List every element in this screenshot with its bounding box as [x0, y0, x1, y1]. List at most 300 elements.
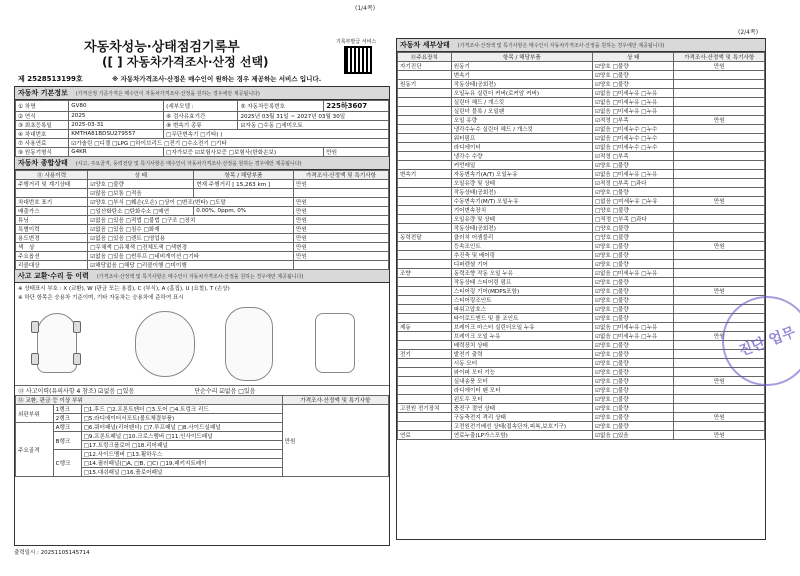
table-cell: [398, 224, 452, 233]
table-cell: ☑양호 □불량: [593, 314, 674, 323]
table-cell: [674, 233, 765, 242]
table-cell: □17.트렁크플로어 □18.리어패널: [81, 441, 282, 450]
table-row: [398, 107, 765, 116]
table-row: [398, 260, 765, 269]
table-cell: 자기진단: [398, 62, 452, 71]
table-cell: [674, 215, 765, 224]
table-cell: 윈도우 모터: [451, 395, 592, 404]
table-row: [398, 116, 765, 125]
table-row: [16, 112, 389, 121]
column-header: 항목 / 해당부품: [194, 171, 294, 180]
table-cell: 만원: [293, 234, 388, 243]
table-cell: [674, 260, 765, 269]
table-cell: B랭크: [53, 432, 81, 450]
table-cell: 현재 주행거리 [ 15,263 km ]: [194, 180, 294, 189]
table-cell: 2025: [69, 112, 164, 121]
table-row: [398, 80, 765, 89]
table-cell: ② 연식: [16, 112, 69, 121]
table-cell: ☑양호 □불량: [593, 341, 674, 350]
table-cell: 주행거리 및 계기상태: [16, 180, 88, 189]
left-frame: [14, 86, 390, 546]
table-cell: [398, 287, 452, 296]
table-cell: 실내송풍 모터: [451, 377, 592, 386]
table-cell: ☑양호 □불량: [593, 296, 674, 305]
table-cell: ⑦ 사용연료: [16, 139, 69, 148]
table-cell: [398, 107, 452, 116]
table-row: [398, 179, 765, 188]
table-row: [398, 53, 765, 62]
table-row: [398, 350, 765, 359]
table-cell: ☑없음 □미세누유 □누유: [593, 269, 674, 278]
table-cell: ☑양호 □불량: [593, 287, 674, 296]
table-row: [398, 341, 765, 350]
table-cell: [398, 188, 452, 197]
table-cell: 고전원 전기장치: [398, 404, 452, 413]
table-cell: 실린더 블록 / 오일팬: [451, 107, 592, 116]
table-row: [398, 296, 765, 305]
table-cell: 만원: [674, 332, 765, 341]
accident-history-status: ⑬ 사고이력(유의사항 4 참조) ☑없음 □있음: [18, 388, 135, 395]
table-cell: ☑양호 □불량: [593, 413, 674, 422]
table-row: [398, 269, 765, 278]
table-cell: 작동상태 스티어링 펌프: [451, 278, 592, 287]
table-row: [398, 188, 765, 197]
table-cell: [674, 107, 765, 116]
table-row: [398, 404, 765, 413]
issue-number: 출력일시 : 20251105145714: [14, 550, 90, 556]
table-cell: [398, 197, 452, 206]
table-cell: [674, 161, 765, 170]
table-cell: 충전구 절연 상태: [451, 404, 592, 413]
table-row: [16, 130, 389, 139]
table-cell: ⑤ 자동차등록번호: [238, 101, 324, 112]
table-cell: 만원: [293, 198, 388, 207]
table-row: [398, 143, 765, 152]
table-row: [16, 216, 389, 225]
table-cell: 냉각수 수량: [451, 152, 592, 161]
table-cell: 추진축 및 베어링: [451, 251, 592, 260]
table-cell: ☑양호 □불량: [593, 251, 674, 260]
table-row: [398, 377, 765, 386]
detail-status-table: [397, 52, 765, 440]
table-cell: [194, 189, 294, 198]
table-cell: 튜닝: [16, 216, 88, 225]
table-cell: [398, 242, 452, 251]
table-cell: 브레이크 오일 누유: [451, 332, 592, 341]
table-cell: 리콜대상: [16, 261, 88, 270]
table-row: [398, 386, 765, 395]
table-cell: [398, 359, 452, 368]
table-cell: [674, 134, 765, 143]
table-row: [398, 71, 765, 80]
table-cell: [674, 98, 765, 107]
table-row: [16, 148, 389, 157]
table-cell: 오일유량 및 상태: [451, 179, 592, 188]
table-cell: ☑없음 □미세누유 □누유: [593, 98, 674, 107]
table-cell: □6.쿼터패널(리어펜더) □7.루프패널 □8.사이드실패널: [81, 423, 282, 432]
table-cell: 원동기: [451, 62, 592, 71]
column-header: ⑪ 사용이력: [16, 171, 88, 180]
table-cell: [398, 296, 452, 305]
table-row: [398, 368, 765, 377]
table-cell: ③ 최초등록일: [16, 121, 69, 130]
table-cell: [398, 413, 452, 422]
table-cell: 2025년 03월 31일 ~ 2027년 03월 30일: [238, 112, 389, 121]
table-row: [16, 396, 389, 405]
table-cell: 오일누유 실린더 커버(로커암 커버): [451, 89, 592, 98]
table-cell: [398, 395, 452, 404]
table-cell: 2025-03-31: [69, 121, 164, 130]
table-cell: [398, 152, 452, 161]
table-cell: 브레이크 마스터 실린더오일 누유: [451, 323, 592, 332]
table-cell: 만원: [674, 62, 765, 71]
table-cell: [293, 261, 388, 270]
table-cell: 시동 모터: [451, 359, 592, 368]
table-cell: ☑양호 □불량: [593, 71, 674, 80]
table-row: [16, 234, 389, 243]
table-cell: ☑양호 □불량: [593, 368, 674, 377]
table-cell: ☑양호 □불량: [593, 305, 674, 314]
table-cell: ☑해당없음 □해당 □리콜이행 □미이행: [88, 261, 294, 270]
table-cell: [398, 179, 452, 188]
table-cell: ☑없음 □미세누유 □누유: [593, 170, 674, 179]
car-front-view: [37, 313, 77, 373]
table-row: [16, 180, 389, 189]
wheel-icon: [73, 353, 81, 365]
table-cell: 타이로드엔드 및 볼 조인트: [451, 314, 592, 323]
table-row: [398, 161, 765, 170]
table-cell: □양호 □불량: [593, 206, 674, 215]
table-cell: ☑양호 □불량: [593, 377, 674, 386]
legend-text: ※ 상태표시 부호 : X (교환), W (판금 또는 용접), C (부식), A (흠집), U (요철), T (손상): [18, 286, 230, 292]
table-cell: ☑없음 □미세누유 □누유: [593, 107, 674, 116]
table-cell: ⑨ 원동기형식: [16, 148, 69, 157]
table-cell: 주요골격: [16, 423, 54, 477]
table-cell: 작동상태(공회전): [451, 80, 592, 89]
table-cell: [674, 188, 765, 197]
table-cell: [398, 161, 452, 170]
table-cell: 1랭크: [53, 405, 81, 414]
table-row: [16, 198, 389, 207]
table-cell: C랭크: [53, 450, 81, 477]
table-cell: [398, 422, 452, 431]
table-row: [16, 225, 389, 234]
table-cell: [674, 224, 765, 233]
table-row: [398, 278, 765, 287]
table-cell: 연료누출(LP가스포함): [451, 431, 592, 440]
table-row: [16, 252, 389, 261]
table-cell: 만원: [324, 148, 389, 157]
table-cell: 고전원전기배선 상태(접속단자,피복,보호기구): [451, 422, 592, 431]
table-row: [398, 206, 765, 215]
table-cell: [398, 377, 452, 386]
table-cell: ☑없음 □있음 □침수 □화재: [88, 225, 294, 234]
table-row: [398, 215, 765, 224]
table-cell: 2랭크: [53, 414, 81, 423]
table-cell: [674, 80, 765, 89]
table-cell: [398, 143, 452, 152]
table-cell: ☑양호 □불량: [593, 404, 674, 413]
overall-status-table: [15, 170, 389, 270]
table-cell: 변속기: [451, 71, 592, 80]
table-cell: 조향: [398, 269, 452, 278]
car-diagram: [15, 303, 389, 383]
table-row: [16, 171, 389, 180]
table-cell: 만원: [674, 413, 765, 422]
table-cell: 작동상태(공회전): [451, 224, 592, 233]
table-cell: 색 상: [16, 243, 88, 252]
table-cell: 만원: [674, 431, 765, 440]
car-side-view: [135, 311, 195, 377]
table-cell: 디퍼렌셜 기어: [451, 260, 592, 269]
table-row: [398, 62, 765, 71]
table-row: [398, 224, 765, 233]
table-cell: 만원: [293, 225, 388, 234]
table-cell: 라디에이터 팬 모터: [451, 386, 592, 395]
table-cell: [398, 386, 452, 395]
table-cell: ☑양호 □불량: [593, 359, 674, 368]
table-cell: [398, 341, 452, 350]
table-cell: □일산화탄소 □탄화수소 □매연: [88, 207, 194, 216]
table-row: [16, 121, 389, 130]
table-cell: □9.프론트패널 □10.크로스멤버 □11.인사이드패널: [81, 432, 282, 441]
table-cell: □14.필러패널(□A, □B, □C) □19.패키지트레이: [81, 459, 282, 468]
table-cell: 만원: [674, 377, 765, 386]
table-cell: 변속기: [398, 170, 452, 179]
table-cell: ☑양호 □불량: [593, 80, 674, 89]
table-row: [398, 431, 765, 440]
table-cell: [293, 189, 388, 198]
table-cell: G4KR: [69, 148, 164, 157]
table-cell: 전기: [398, 350, 452, 359]
table-row: [398, 332, 765, 341]
table-row: [398, 233, 765, 242]
table-cell: [674, 170, 765, 179]
basic-info-header: 자동차 기본정보 (가격산정 기준가격은 매수인이 자동차가격조사·산정을 원하는 경우에만 제공됩니다): [15, 87, 389, 100]
table-cell: 만원: [293, 207, 388, 216]
car-frame-view: [315, 313, 355, 373]
table-cell: □무채색 □유채색 □전체도색 □색변경: [88, 243, 294, 252]
table-row: [398, 197, 765, 206]
table-cell: 용도변경: [16, 234, 88, 243]
table-row: [398, 305, 765, 314]
basic-info-table: [15, 100, 389, 157]
table-cell: [398, 134, 452, 143]
table-cell: [398, 305, 452, 314]
table-cell: ☑없음 □미세누유 □누유: [593, 323, 674, 332]
overall-status-header: 자동차 종합상태 (사고, 주요골격, 동력전달 및 특기사항은 매수인이 자동차가격조사·산정을 원하는 경우에만 제공됩니다): [15, 157, 389, 170]
table-cell: ☑가솔린 □디젤 □LPG □하이브리드 □전기 □수소전기 □기타: [69, 139, 389, 148]
table-cell: 만원: [674, 197, 765, 206]
repair-row: [15, 385, 389, 395]
table-row: [398, 314, 765, 323]
column-header: 항목 / 해당부품: [451, 53, 592, 62]
table-cell: 주요옵션: [16, 252, 88, 261]
table-cell: 동력전달: [398, 233, 452, 242]
column-header: 가격조사·산정액 및 특기사항: [282, 396, 388, 405]
doc-title: 자동차성능·상태점검기록부: [84, 40, 240, 55]
table-cell: 만원: [674, 242, 765, 251]
table-cell: ☑양호 □불량: [593, 395, 674, 404]
table-cell: 수동변속기(M/T) 오일누유: [451, 197, 592, 206]
table-cell: [398, 278, 452, 287]
table-row: [16, 243, 389, 252]
table-cell: □없음 □미세누유 □누유: [593, 197, 674, 206]
table-cell: [398, 314, 452, 323]
table-cell: ☑없음 □있음 □적법 □불법 □구조 □장치: [88, 216, 294, 225]
table-row: [16, 101, 389, 112]
table-cell: 커먼레일: [451, 161, 592, 170]
table-cell: ☑없음 □미세누유 □누유: [593, 89, 674, 98]
table-cell: ☑양호 □불량: [593, 242, 674, 251]
table-cell: [674, 395, 765, 404]
right-frame: [396, 38, 766, 540]
table-cell: ⑧ 변속기 종류: [164, 121, 238, 130]
table-cell: ☑없음 □있음 □렌트 □영업용: [88, 234, 294, 243]
table-cell: [674, 422, 765, 431]
table-cell: ☑양호 □불량: [593, 278, 674, 287]
table-row: [398, 359, 765, 368]
table-cell: [398, 260, 452, 269]
table-cell: 파워고압호스: [451, 305, 592, 314]
legend-text-2: ※ 하단 항목은 승용차 기준이며, 기타 자동차는 승용차에 준하여 표시: [18, 295, 184, 301]
table-cell: ☑양호 □불량: [593, 62, 674, 71]
table-cell: 배출가스: [16, 207, 88, 216]
left-page: [14, 36, 390, 556]
notice-text: ※ 자동차가격조사·산정은 매수인이 원하는 경우 제공하는 서비스 입니다.: [112, 75, 322, 83]
table-cell: ☑양호 □불량: [593, 161, 674, 170]
table-cell: 등속조인트: [451, 242, 592, 251]
table-row: [398, 170, 765, 179]
column-header: 가격조사·산정액 및 특기사항: [293, 171, 388, 180]
page-number-left: (1/4쪽): [355, 5, 376, 12]
table-cell: 만원: [293, 180, 388, 189]
table-cell: 자동변속기(A/T) 오일누유: [451, 170, 592, 179]
table-row: [16, 189, 389, 198]
table-cell: [674, 152, 765, 161]
table-cell: [398, 215, 452, 224]
table-cell: [674, 125, 765, 134]
table-cell: 오일유량 및 상태: [451, 215, 592, 224]
table-cell: ☑양호 □부식 □훼손(오손) □상이 □변조(변타) □도말: [88, 198, 294, 207]
table-cell: 연료: [398, 431, 452, 440]
table-cell: 동력조향 작동 오일 누유: [451, 269, 592, 278]
table-cell: 발전기 출력: [451, 350, 592, 359]
table-cell: 클러치 어셈블리: [451, 233, 592, 242]
table-cell: □무단변속기 □기타( ): [164, 130, 389, 139]
table-cell: □5.라디에이터서포트(볼트체결부품): [81, 414, 282, 423]
table-row: [398, 89, 765, 98]
table-cell: 225하3607: [324, 101, 389, 112]
wheel-icon: [73, 321, 81, 333]
table-cell: [398, 125, 452, 134]
table-cell: □양호 □불량: [593, 233, 674, 242]
table-cell: □자가보증 ☑보험사보증 □보험사(한화손보): [164, 148, 324, 157]
table-cell: [674, 386, 765, 395]
table-cell: 원동기: [398, 80, 452, 89]
car-top-view: [225, 307, 273, 381]
table-cell: ☑적정 □부족 □과다: [593, 179, 674, 188]
table-cell: 특별이력: [16, 225, 88, 234]
table-cell: ① 차명: [16, 101, 69, 112]
table-cell: ☑없음 □미세누수 □누수: [593, 143, 674, 152]
table-cell: [674, 206, 765, 215]
table-row: [16, 139, 389, 148]
table-row: [16, 207, 389, 216]
table-cell: [398, 251, 452, 260]
table-cell: ⑥ 검사유효기간: [164, 112, 238, 121]
table-row: [398, 395, 765, 404]
table-row: [398, 152, 765, 161]
table-cell: 실린더 헤드 / 개스킷: [451, 98, 592, 107]
doc-subtitle: ([ ] 자동차가격조사·산정 선택): [102, 55, 269, 69]
table-cell: 기어변속장치: [451, 206, 592, 215]
qr-code: [344, 46, 372, 74]
table-cell: 오일 유량: [451, 116, 592, 125]
table-cell: [398, 206, 452, 215]
table-cell: ☑없음 □있음 □썬루프 □네비게이션 □기타: [88, 252, 294, 261]
table-cell: [674, 269, 765, 278]
table-cell: ☑양호 □불량: [593, 188, 674, 197]
table-cell: ☑양호 □불량: [88, 180, 194, 189]
table-cell: KMTHA81BDSU279557: [69, 130, 164, 139]
table-cell: ☑없음 □미세누수 □누수: [593, 134, 674, 143]
page-number-right: (2/4쪽): [738, 29, 759, 36]
table-cell: [16, 189, 88, 198]
column-header: 상 태: [88, 171, 194, 180]
table-cell: [398, 98, 452, 107]
table-cell: 워터펌프: [451, 134, 592, 143]
accident-history-header: 사고 교환·수리 등 이력 (가격조사·산정액 및 특기사항은 매수인이 자동차가격조사·산정을 원하는 경우에만 제공됩니다): [15, 270, 389, 283]
stamp-text: 진단 업무: [736, 324, 798, 360]
table-row: [398, 98, 765, 107]
table-cell: 만원: [293, 252, 388, 261]
table-cell: ☑양호 □불량: [593, 386, 674, 395]
table-cell: 제동: [398, 323, 452, 332]
table-cell: ☑양호 □불량: [593, 422, 674, 431]
table-cell: 스티어링조인트: [451, 296, 592, 305]
table-row: [398, 422, 765, 431]
column-header: 가격조사·산정액 및 특기사항: [674, 53, 765, 62]
column-header: 상 태: [593, 53, 674, 62]
wheel-icon: [31, 321, 39, 333]
table-cell: 작동상태(공회전): [451, 188, 592, 197]
table-cell: 만원: [282, 405, 388, 477]
table-cell: ☑없음 □미세누유 □누유: [593, 332, 674, 341]
table-cell: ☑양호 □불량: [593, 260, 674, 269]
table-row: [16, 261, 389, 270]
table-cell: 0.00%, 0ppm, 0%: [194, 207, 294, 216]
table-cell: ☑많음 □보통 □적음: [88, 189, 194, 198]
column-header: ⑭ 교환, 판금 등 이상 부위: [16, 396, 283, 405]
table-cell: 스티어링 기어(MDPS포함): [451, 287, 592, 296]
table-cell: □1.후드 □2.프론트펜더 □3.도어 □4.트렁크 리드: [81, 405, 282, 414]
table-cell: ☑없음 □있음: [593, 431, 674, 440]
table-row: [398, 242, 765, 251]
table-cell: [674, 278, 765, 287]
table-cell: 만원: [674, 116, 765, 125]
table-cell: ☑양호 □불량: [593, 350, 674, 359]
table-cell: 만원: [674, 287, 765, 296]
table-row: [398, 287, 765, 296]
table-cell: 차대번호 표기: [16, 198, 88, 207]
table-cell: ☑적정 □부족: [593, 116, 674, 125]
table-cell: 라디에이터: [451, 143, 592, 152]
table-cell: [674, 89, 765, 98]
table-cell: □12.사이드멤버 □13.휠하우스: [81, 450, 282, 459]
table-cell: 만원: [293, 216, 388, 225]
table-cell: ④ 차대번호: [16, 130, 69, 139]
